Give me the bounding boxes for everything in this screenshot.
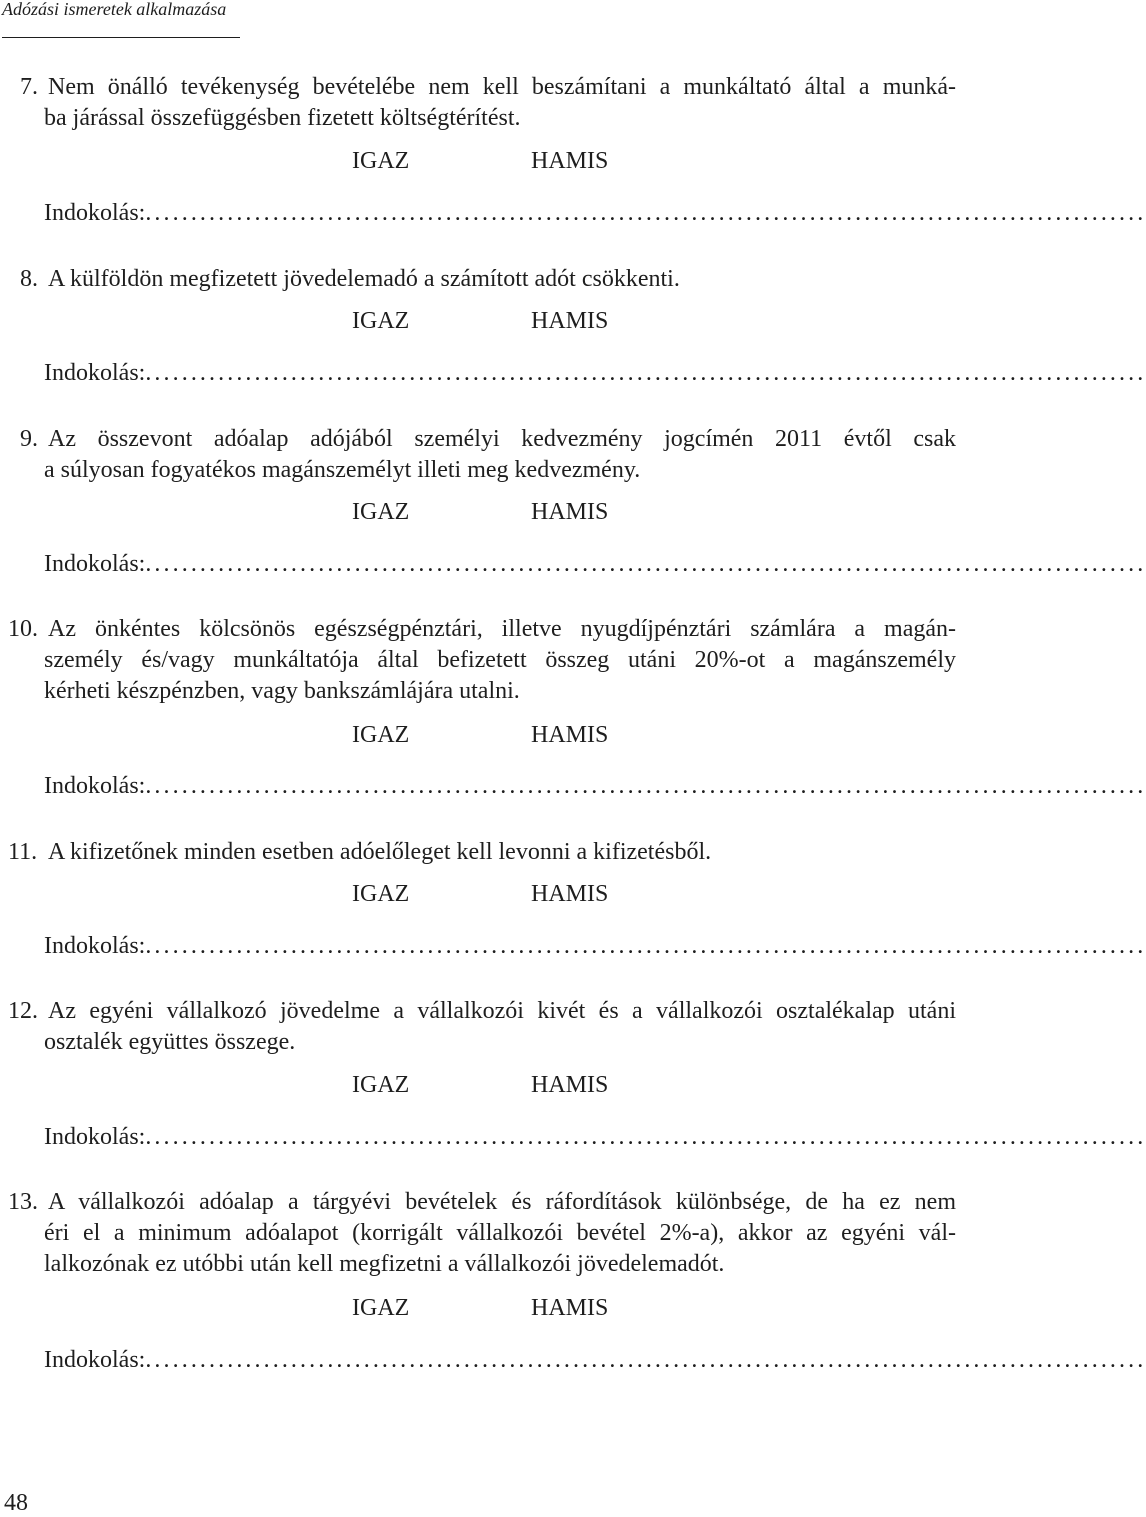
reason-label: Indokolás:	[44, 200, 146, 226]
question-text	[44, 1187, 956, 1280]
true-option[interactable]: IGAZ	[352, 499, 410, 525]
question-line: Az összevont adóalap adójából személyi kedvezmény jogcímén 2011 évtől csak	[48, 426, 956, 452]
reason-dots: ..............................................................................................................	[145, 1124, 1146, 1150]
question-line: éri el a minimum adóalapot (korrigált vállalkozói bevétel 2%-a), akkor az egyéni vál-	[44, 1220, 956, 1246]
question-number: 10.	[8, 616, 38, 642]
true-option[interactable]: IGAZ	[352, 1072, 410, 1098]
reason-dots: ..............................................................................................................	[145, 1347, 1146, 1373]
running-head	[2, 0, 240, 38]
question-line: személy és/vagy munkáltatója által befizetett összeg utáni 20%-ot a magánszemély	[44, 647, 956, 673]
question-text	[44, 424, 956, 486]
reason-line[interactable]	[44, 773, 1146, 800]
true-option[interactable]: IGAZ	[352, 881, 410, 907]
question-number: 12.	[8, 998, 38, 1024]
reason-label: Indokolás:	[44, 1347, 146, 1373]
false-option[interactable]: HAMIS	[531, 1072, 609, 1098]
question-text	[44, 837, 956, 868]
reason-label: Indokolás:	[44, 773, 146, 799]
true-option[interactable]: IGAZ	[352, 308, 410, 334]
question-line: A kifizetőnek minden esetben adóelőleget kell levonni a kifizetésből.	[48, 839, 712, 865]
reason-line[interactable]	[44, 1347, 1146, 1374]
question-number: 13.	[8, 1189, 38, 1215]
reason-label: Indokolás:	[44, 360, 146, 386]
question-line: Az önkéntes kölcsönös egészségpénztári, illetve nyugdíjpénztári számlára a magán-	[48, 616, 956, 642]
question-text	[48, 264, 956, 295]
page-number: 48	[4, 1490, 28, 1516]
false-option[interactable]: HAMIS	[531, 722, 609, 748]
question-text	[44, 614, 956, 707]
reason-line[interactable]	[44, 200, 1146, 227]
reason-line[interactable]	[44, 1124, 1146, 1151]
question-text	[44, 72, 956, 134]
reason-line[interactable]	[44, 551, 1146, 578]
running-head-title: Adózási ismeretek alkalmazása	[2, 0, 227, 19]
question-line: A vállalkozói adóalap a tárgyévi bevételek és ráfordítások különbsége, de ha ez nem	[48, 1189, 956, 1215]
false-option[interactable]: HAMIS	[531, 499, 609, 525]
question-line: a súlyosan fogyatékos magánszemélyt illeti meg kedvezmény.	[44, 457, 641, 483]
reason-dots: ..............................................................................................................	[145, 200, 1146, 226]
question-number: 7.	[20, 74, 38, 100]
reason-line[interactable]	[44, 360, 1146, 387]
question-line: lalkozónak ez utóbbi után kell megfizetni a vállalkozói jövedelemadót.	[44, 1251, 725, 1277]
question-line: A külföldön megfizetett jövedelemadó a számított adót csökkenti.	[48, 266, 680, 292]
false-option[interactable]: HAMIS	[531, 1295, 609, 1321]
false-option[interactable]: HAMIS	[531, 308, 609, 334]
reason-dots: ..............................................................................................................	[145, 360, 1146, 386]
false-option[interactable]: HAMIS	[531, 881, 609, 907]
reason-dots: ..............................................................................................................	[145, 551, 1146, 577]
question-line: Nem önálló tevékenység bevételébe nem kell beszámítani a munkáltató által a munká-	[48, 74, 956, 100]
question-line: Az egyéni vállalkozó jövedelme a vállalkozói kivét és a vállalkozói osztalékalap utáni	[48, 998, 956, 1024]
true-option[interactable]: IGAZ	[352, 722, 410, 748]
reason-dots: ..............................................................................................................	[145, 773, 1146, 799]
reason-label: Indokolás:	[44, 933, 146, 959]
question-number: 11.	[8, 839, 38, 865]
question-line: osztalék együttes összege.	[44, 1029, 296, 1055]
reason-label: Indokolás:	[44, 1124, 146, 1150]
true-option[interactable]: IGAZ	[352, 148, 410, 174]
question-text	[44, 996, 956, 1058]
false-option[interactable]: HAMIS	[531, 148, 609, 174]
question-number: 8.	[20, 266, 38, 292]
question-number: 9.	[20, 426, 38, 452]
question-line: ba járással összefüggésben fizetett költségtérítést.	[44, 105, 521, 131]
reason-label: Indokolás:	[44, 551, 146, 577]
question-line: kérheti készpénzben, vagy bankszámlájára utalni.	[44, 678, 520, 704]
reason-line[interactable]	[44, 933, 1146, 960]
reason-dots: ..............................................................................................................	[145, 933, 1146, 959]
true-option[interactable]: IGAZ	[352, 1295, 410, 1321]
